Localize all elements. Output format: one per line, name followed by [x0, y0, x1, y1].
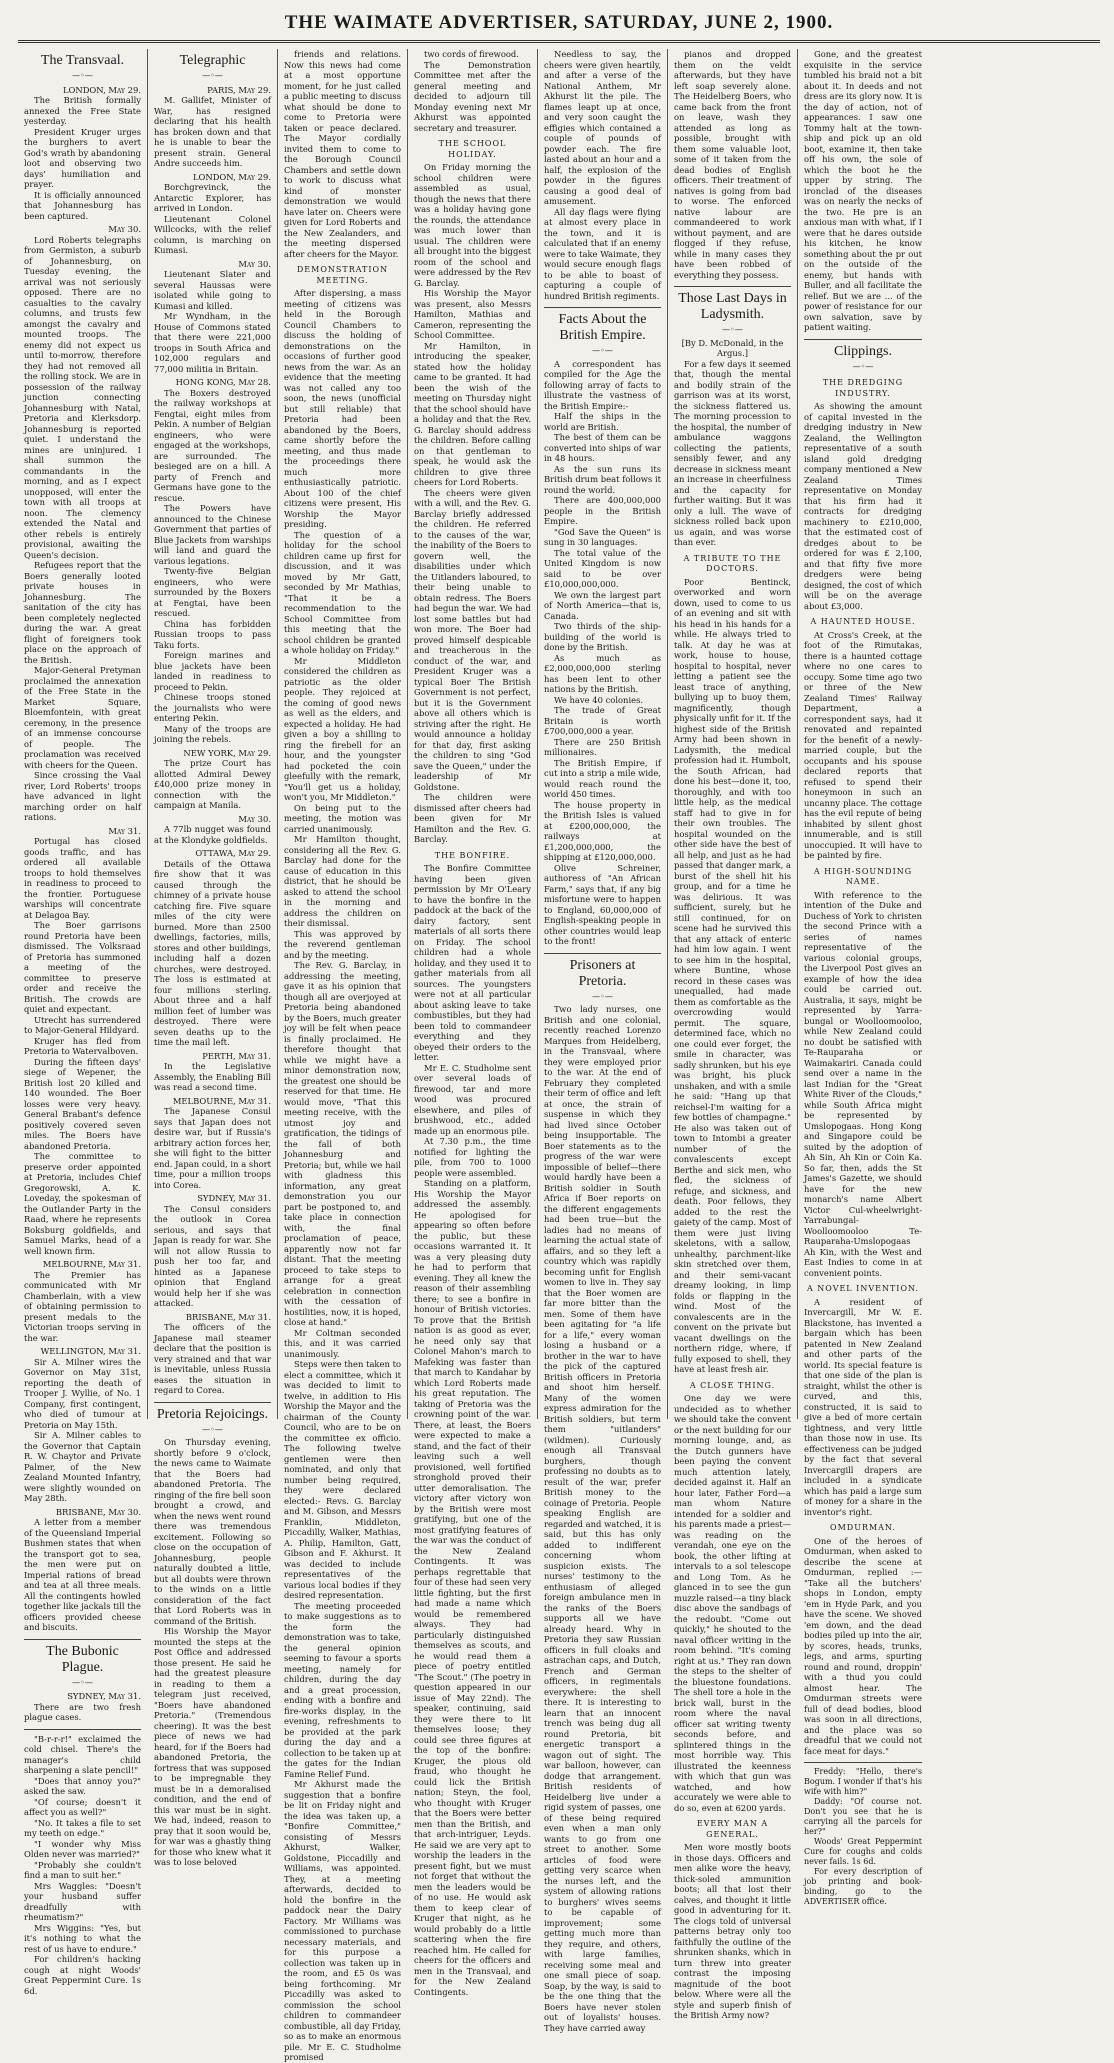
article-bonfire — [414, 863, 531, 1997]
paragraph: Standing on a platform, His Worship the Mayor addressed the assembly. He apologised for appearing so often before the public, but these occasions warranted it. It was a very pleasing duty he had to perform that evening. They all knew the reason of their assembling there; to see a bonfire in honour of British victories. To prove that the British nation is as good as ever, he need only say that Colonel Mahon's march to Mafeking was faster than that march to Kandahar by which Lord Roberts made his great reputation. The taking of Pretoria was the crowning point of the war. There, at least, the Boers were expected to make a stand, and the fact of their leaving such a well provisioned, well fortified stronghold proved their utter demoralisation. The victory after victory won by the British were most gratifying, but one of the most gratifying features of the war was the conduct of the New Zealand Contingents. It was perhaps regrettable that four of these had seen very little fighting, but the first had made a name which would be remembered always. They had particularly distinguished themselves as scouts, and he would read them a piece of poetry entitled "The Scout." (The poetry in question appeared in our issue of May 22nd). The speaker, continuing, said they were there to lit themselves loose; they could see three figures at the top of the bonfire: Kruger, the pious old fraud, who thought he could lick the British nation; Steyn, the fool, who thought with Kruger that the Boers were better men than the British, and that arch-intriguer, Leyds. He said we are very apt to worship the leaders in the present fight, but we must not forget that without the men the leaders would be of no use. He would ask them to keep clear of Kruger that night, as he would probably do a little scattering when the fire reached him. He called for cheers for the officers and men in the Transvaal, and for the New Zealand Contingents. — [414, 1178, 531, 1997]
paragraph: "No. It takes a file to set my teeth on edge." — [24, 1817, 141, 1838]
heading-close-thing: A CLOSE THING. — [689, 1380, 776, 1390]
paragraph: The Bonfire Committee having been given permission by Mr O'Leary to have the bonfire in the paddock at the back of the dairy factory, sent materials of all sorts there on Friday. The school children had a whole holiday, and they used it to gather materials from all sources. The youngsters were not at all particular about asking leave to take combustibles, but they had been told to commandeer everything and they obeyed their orders to the letter. — [414, 863, 531, 1062]
paragraph: One of the heroes of Omdurman, when asked to describe the scene at Omdurman, replied :— "Take all the butchers' shops in London, empty 'em in Hyde Park, and you have the scene. We shoved 'em down, and the dead bodies piled up into the air, by scores, heads, trunks, legs, and arms, spurting round and round, droppin' with a thud you could almost hear. The Omdurman streets were full of dead bodies, blood was soon in all directions, and the place was so dreadful that we could not face meat for days." — [804, 1535, 922, 1756]
paragraph: Men wore mostly boots in those days. Officers and men alike wore the heavy, thick-soled ammunition boots; all that lost their calves, and thought it little good in adventuring for it. The clogs told of universal patterns betray only too faithfully the outline of the shrunken shanks, which in turn threw into greater contrast the imposing magnitude of the boot below. Where were all the style and superb finish of the British Army now? — [674, 1842, 791, 2020]
paragraph: friends and relations. Now this news had come at a most opportune moment, for he just called a public meeting to discuss what should be done to come to Pretoria were taken or peace declared. The Mayor cordially invited them to come to the Borough Council Chambers and settle down to work to discuss what kind of monster demonstration we would have later on. Cheers were given for Lord Roberts and the New Zealanders, and the meeting dispersed after cheers for the Mayor. — [284, 49, 401, 259]
dateline: May 31. — [108, 825, 141, 836]
ornament: —◦— — [72, 71, 93, 80]
article-omdurman — [804, 1536, 922, 1757]
heading-tribute-doctors: A TRIBUTE TO THE DOCTORS. — [683, 553, 782, 573]
paragraph: We have 40 colonies. — [554, 694, 644, 705]
article-novel-invention — [804, 1297, 922, 1518]
masthead: THE WAIMATE ADVERTISER, SATURDAY, JUNE 2, 1900. — [284, 12, 834, 33]
dateline: SYDNEY, May 31. — [197, 1193, 271, 1203]
paragraph: The question of a holiday for the school children came up first for discussion, and it was moved by Mr Gatt, seconded by Mr Mathias, "That it be a recommendation to the School Committee from this meeting that the school children be granted a whole holiday on Friday." — [284, 529, 401, 655]
advertisements — [804, 1767, 922, 1907]
dateline: May 30. — [238, 258, 271, 269]
paragraph: Two lady nurses, one British and one colonial, recently reached Lorenzo Marques from Heidelberg, in the Transvaal, where they were employed prior to the war. At the end of February they completed their term of office and left at once, the strain of suspense in which they had lived since October being insupportable. The Boer statements as to the progress of the war were impossible of belief—there would hardly have been a British soldier in South Africa if Boer reports on the different engagements had been true—but the ladies had no means of learning the actual state of affairs, and so they left a country which was rapidly becoming unfit for English women to live in. They say that the Boer women are far more bitter than the men. Some of them have been agitating for "a life for a life," every woman losing a husband or a brother in the war to have the pick of the captured British officers in Pretoria and shoot him herself. Many of the women express admiration for the British soldiers, but term them "uitlanders" (wildmen). Curiously enough all Transvaal burghers, though professing no doubts as to result of the war, prefer British money to the coinage of Pretoria. People speaking English are regarded and watched, it is said, but this has only added to indifferent concerning whom suspicion exists. The nurses' testimony to the enthusiasm of alleged foreign ambulance men in the ranks of the Boers supports all we have already heard. Why in Pretoria they saw Russian officers in full cloaks and astrachan caps, and Dutch, French and German officers, in regimentals everywhere: the shell there. It is interesting to learn that an innocent trench was being dug all round Pretoria, bit energetic transport a wagon out of sight. The war balloon, however, can dodge that arrangement. British residents of Heidelberg live under a rigid system of passes, one of these being required even when a man only wants to go from one street to another. Some articles of food were getting very scarce when the nurses left, and the system of allowing rations to burghers' wives seems to be capable of improvement; some getting much more than they require, and others, with large families, receiving some meal and one small piece of soap. Soap, by the way, is said to be the one thing that the Boers have never stolen out of loyalists' houses. They have carried away — [544, 1004, 662, 2033]
paragraph: "I wonder why Miss Olden never was married?" — [24, 1838, 141, 1859]
paragraph: A letter from a member of the Queensland Imperial Bushmen states that when the transport got to sea, the men were put on Imperial rations of bread and tea at all three meals. All the contingents howled together like jackals till the officers provided cheese and biscuits. — [24, 1517, 141, 1632]
paragraph: "B-r-r-r!" exclaimed the cold chisel. There's the manager's child sharpening a slate pencil!" — [24, 1733, 141, 1775]
paragraph: The British formally annexed the Free State yesterday. — [24, 95, 141, 126]
paragraph: Portugal has closed goods traffic, and has ordered all available troops to hold themselves in readiness to proceed to the frontier. Portuguese warships will concentrate at Delagoa Bay. — [24, 836, 141, 920]
paragraph: As the sun runs its British drum beat follows it round the world. — [544, 463, 661, 495]
paragraph: On Thursday evening, shortly before 9 o'clock, the news came to Waimate that the Boers had abandoned Pretoria. The ringing of the fire bell soon brought a crowd, and when the news went round there was tremendous excitement. Following so close on the occupation of Johannesburg, people naturally doubted a little, but all doubts were thrown to the winds on a little consideration of the fact that Lord Roberts was in command of the British. — [154, 1437, 271, 1626]
paragraph: The Demonstration Committee met after the general meeting and decided to adjourn till Monday evening next Mr Akhurst was appointed secretary and treasurer. — [414, 59, 531, 133]
paragraph: As much as £2,000,000,000 sterling has been lent to other nations by the British. — [544, 652, 661, 694]
paragraph: During the fifteen days' siege of Wepener, the British lost 20 killed and 140 wounded. The Boer losses were very heavy. General Brabant's defence positively covered seven miles. The Boers have abandoned Pretoria. — [24, 1056, 141, 1151]
article-school-holiday — [414, 162, 531, 845]
paragraph: President Kruger urges the burghers to avert God's wrath by abandoning loot and observing two days' humiliation and prayer. — [24, 126, 141, 189]
paragraph: A correspondent has compiled for the Age the following array of facts to illustrate the vastness of the British Empire:- — [544, 358, 661, 411]
article-last-days-ladysmith — [674, 359, 791, 548]
ornament: —◦— — [592, 991, 613, 1001]
paragraph: Foreign marines and blue jackets have been landed in readiness to proceed to Pekin. — [154, 650, 271, 692]
article-transvaal — [24, 85, 141, 1633]
paragraph: "Does that annoy you?" asked the saw. — [24, 1775, 141, 1796]
paragraph: Lord Roberts telegraphs from Germiston, a suburb of Johannesburg, on Tuesday evening, the arrival was not seriously opposed. There are no casualties to the cavalry columns, and trusts few amongst the cavalry and mounted troops. The enemy did not expect us until to-morrow, therefore they had not removed all the rolling stock. We are in possession of the railway junction connecting Johannesburg with Natal, Pretoria and Klerksdorp. Johannesburg is reported quiet. I understand the mines are uninjured. I shall summon the commandants in the morning, and as I expect unopposed, will enter the town with all troops at noon. The clemency extended the Natal and other rebels is entirely provisional, awaiting the Queen's decision. — [24, 234, 141, 560]
paragraph: As showing the amount of capital invested in the dredging industry in New Zealand, the Wellington representative of a south island gold dredging company mentioned a New Zealand Times representative on Monday that his firm had it contracts for dredging machinery to £210,000, that the estimated cost of dredges about to be ordered for was £ 2,100, and that fifty five more dredgers were being designed, the cost of which will be on the average about £3,000. — [804, 401, 922, 611]
paragraph: Details of the Ottawa fire show that it was caused through the chimney of a private house catching fire. Five square miles of the city were burned. More than 2500 dwellings, factories, mills, stores and other buildings, including half a dozen churches, were destroyed. The loss is estimated at four millions sterling. About three and a half million feet of lumber was destroyed. There were seven deaths up to the time the mail left. — [154, 858, 271, 1047]
paragraph: His Worship the Mayor mounted the steps at the Post Office and addressed those present. He said he had the greatest pleasure in reading to them a telegram just received, "Boers have abandoned Pretoria." (Tremendous cheering). It was the best piece of news we had heard, for if the Boers had abandoned Pretoria, the fortress that was supposed to be impregnable they must be in a demoralised condition, and the end of this war must be in sight. We had, indeed, reason to pray that it soon would be, for war was a ghastly thing for those who knew what it was to lose beloved — [154, 1626, 271, 1867]
paragraph: The officers of the Japanese mail steamer declare that the position is very strained and that war is inevitable, unless Russia eases the situation in regard to Corea. — [154, 1322, 271, 1395]
paragraph: This was approved by the reverend gentleman and by the meeting. — [284, 928, 401, 960]
paragraph: Mr Hamilton thought, considering all the Rev. G. Barclay had done for the cause of education in this district, that he should be asked to attend the school in the morning and address the children on their dismissal. — [284, 834, 401, 928]
paragraph: Mr Wyndham, in the House of Commons stated that there were 221,000 troops in South Africa and 102,000 regulars and 77,000 militia in Britain. — [154, 311, 271, 374]
paragraph: Major-General Pretyman proclaimed the annexation of the Free State in the Market Square, Bloemfontein, with great ceremony, in the presence of an immense concourse of people. The proclamation was received with cheers for the Queen. — [24, 665, 141, 770]
paragraph: The Consul considers the outlook in Corea serious, and says that Japan is ready for war. She will not allow Russia to push her too far, and hinted as a Japanese opinion that England would help her if she was attacked. — [154, 1203, 271, 1308]
dateline: HONG KONG, May 28. — [175, 377, 271, 387]
paragraph: Mr Coltman seconded this, and it was carried unanimously. — [284, 1327, 401, 1359]
paragraph: The best of them can be converted into ships of war in 48 hours. — [544, 432, 661, 463]
paragraph: Lieutenant Colonel Willcocks, with the relief column, is marching on Kumasi. — [154, 213, 271, 255]
divider — [674, 286, 791, 287]
paragraph: The Japanese Consul says that Japan does not desire war, but if Russia's arbitrary action forces her, she will fight to the bitter end. Japan could, in a short time, pour a million troops into Corea. — [154, 1106, 271, 1190]
article-continued — [674, 49, 791, 280]
dateline: LONDON, May 29. — [62, 84, 141, 95]
column-7 — [798, 49, 928, 1906]
paragraph: The Premier has communicated with Mr Chamberlain, with a view of obtaining permission to present medals to the Victorian troops serving in the war. — [24, 1269, 141, 1343]
paragraph: "Of course; doesn't it affect you as well?" — [24, 1796, 141, 1817]
paragraph: Needless to say, the cheers were given heartily, and after a verse of the National Anthem, Mr Akhurst lit the pile. The flames leapt up at once, and very soon caught the effigies which contained a couple of pounds of powder each. The fire lasted about an hour and a half, the explosion of the powder in the figures causing a good deal of amusement. — [544, 49, 661, 206]
paragraph: Kruger has fled from Pretoria to Watervalboven. — [24, 1035, 141, 1056]
heading-bubonic-plague: The Bubonic Plague. — [46, 1643, 119, 1675]
paragraph: Mrs Waggles: "Doesn't your husband suffer dreadfully with rheumatism?" — [24, 1880, 141, 1922]
paragraph: The committee to preserve order appointed at Pretoria, includes Chief Gregorowski, A. K. Loveday, the spokesman of the Outlander Party in the Raad, where he represents Boksburg goldfields, and Samuel Marks, head of a well known firm. — [24, 1151, 141, 1256]
paragraph: Two thirds of the ship-building of the world is done by the British. — [544, 621, 661, 652]
heading-school-holiday: THE SCHOOL HOLIDAY. — [438, 139, 507, 159]
divider — [804, 339, 922, 340]
paragraph: pianos and dropped them on the veldt afterwards, but they have left soap severely alone. The Heidelberg Boers, who came back from the front on leave, wash they attended as long as possible, brought with them some valuable loot, some of it taken from the dead bodies of English officers. Their treatment of natives is going from bad to worse. The enforced native labour are commandeered to work without payment, and are flogged if they refuse, while in many cases they have been robbed of everything they possess. — [674, 49, 791, 280]
dateline: WELLINGTON, May 31. — [40, 1346, 141, 1356]
heading-prisoners-pretoria: Prisoners at Pretoria. — [569, 957, 636, 989]
paragraph: There are two fresh plague cases. — [24, 1701, 141, 1722]
article-tribute-doctors — [674, 577, 791, 1375]
paragraph: The house property in the British Isles is valued at £200,000,000, the railways at £1,200,000,000, the shipping at £120,000,000. — [544, 799, 661, 862]
paragraph: The Boxers destroyed the railway workshops at Fengtai, eight miles from Pekin. A number of Belgian engineers, who were engaged at the workshops, are surrounded. The besieged are on a hill. A party of French and Germans have gone to the rescue. — [154, 387, 271, 503]
column-3 — [278, 49, 408, 2062]
paragraph: The prize Court has allotted Admiral Dewey £40,000 prize money in connection with the campaign at Manila. — [154, 758, 271, 810]
paragraph: The cheers were given with a will, and the Rev. G. Barclay briefly addressed the children. He referred to the causes of the war, the inability of the Boers to govern well, the disabilities under which the Uitlanders laboured, to their being unable to obtain redress. The Boers had begun the war. We had lost some battles but had won more. The Boer had proved himself despicable and treacherous in the conduct of the war, and President Kruger was a typical Boer The British Government is not perfect, but it is the Government above all others which is striving after the right. He would announce a holiday for that day, first asking the children to sing "God save the Queen," under the leadership of Mr Goldstone. — [414, 487, 531, 792]
paragraph: two cords of firewood. — [424, 49, 519, 59]
paragraph: In the Legislative Assembly, the Enabling Bill was read a second time. — [154, 1061, 271, 1092]
article-continued — [284, 49, 401, 259]
ornament: —◦— — [592, 346, 613, 355]
paragraph: Many of the troops are joining the rebels. — [154, 723, 271, 744]
divider — [544, 953, 661, 954]
paragraph: Daddy: "Of course not. Don't you see that he is carrying all the parcels for her?" — [804, 1797, 922, 1836]
paragraph: With reference to the intention of the Duke and Duchess of York to christen the second Prince with a series of names representative of the various colonial groups, the Liverpool Post gives an example of how the idea could be carried out. Australia, it says, might be represented by Yarra-bungal or Woolloomooloo, while New Zealand could no doubt be satisfied with Te-Rauparaha or Waimakariri. Canada could send over a name in the last Indian for the "Great White River of the Clouds," while South Africa might be represented by Umslopogaas. Hong Kong and Singapore could be suited by the adoption of Ah Sin, Ah Kin or Coin Ka. So far, then, adds the St James's Gazette, we should have for the new monarch's name Albert Victor Cul-wheelwright-Yarrabungal-Woolloomooloo Te-Rauparaha-Umslopogaas Ah Kin, with the West and East Indies to come in at convenient points. — [804, 889, 922, 1278]
article-jokes — [24, 1734, 141, 1997]
paragraph: There are 400,000,000 people in the British Empire. — [544, 495, 661, 526]
paragraph: One day we were undecided as to whether we should take the convent or the next building for our morning lounge, and, as the Dutch gunners have been paying the convent much attention lately, decided against it. Half an hour later, Father Ford—a man whom Nature intended for a soldier and his parents made a priest—was reading on the verandah, one eye on the book, the other lifting at intervals to a sol telescope and Long Tom. As he glanced in to see the gun muzzle raised—a tiny black disc above the sandbags of the redoubt. "Come out quickly," he shouted to the naval officer writing in the room behind. "It's coming right at us." They ran down the steps to the shelter of the bluestone foundations. The shell tore a hole in the brick wall, burst in the room where the naval officer sat writing twenty seconds before, and splintered things in the most horrible way. This illustrated the keenness with which that gun was watched, and how accurately we were able to do so, even at 6200 yards. — [674, 1393, 791, 1813]
ornament: —◦— — [852, 361, 874, 371]
paragraph: The British Empire, if cut into a strip a mile wide, would reach round the world 450 times. — [544, 757, 661, 799]
paragraph: For a few days it seemed that, though the mental and bodily strain of the garrison was at its worst, the sickness flattered us. The morning procession to the hospital, the number of ambulance waggons collecting the patients, sensibly fewer, and any decrease in sickness meant an increase in cheerfulness and the capacity for further waiting. But it was only a lull. The wave of sickness rolled back upon us again, and was worse than ever. — [674, 358, 791, 547]
paragraph: Twenty-five Belgian engineers, who were surrounded by the Boxers at Fengtai, have been rescued. — [154, 566, 271, 618]
paragraph: M. Gallifet, Minister of War, has resigned declaring that his health has broken down and that he is unable to bear the present strain. General Andre succeeds him. — [154, 95, 271, 168]
paragraph: Mr Akhurst made the suggestion that a bonfire be lit on Friday night and the idea was taken up, a "Bonfire Committee," consisting of Messrs Akhurst, Walker, Goldstone, Piccadilly and Williams, was appointed. They, at a meeting afterwards, decided to hold the bonfire in the paddock near the Dairy Factory. Mr Williams was commissioned to purchase necessary materials, and for this purpose a collection was taken up in the room, and £5 0s was being forthcoming. Mr Piccadilly was asked to commission the school children to commandeer combustible, all day Friday, so as to make an enormous pile. Mr E. C. Studholme promised — [284, 1779, 401, 2062]
dateline: MELBOURNE, May 31. — [172, 1095, 271, 1106]
paragraph: A resident of Invercargill, Mr W. E. Blackstone, has invented a bargain which has been patented in New Zealand and other parts of the world. Its special feature is that one side of the plan is straight, whilst the other is curved, and this, constructed, it is said to give a bed of more certain tightness, and very little than those now in use. Its effectiveness can be judged by the fact that several Invercargill drapers are included in a syndicate which has paid a large sum of money for a share in the inventor's right. — [804, 1296, 922, 1517]
paragraph: There are 250 British millionaires. — [544, 736, 661, 757]
paragraph: Since crossing the Vaal river, Lord Roberts' troops have advanced in light marching order on half rations. — [24, 770, 141, 822]
columns — [18, 49, 1100, 2062]
dateline: BRISBANE, May 30. — [55, 1506, 141, 1517]
article-continued — [804, 49, 922, 333]
paragraph: Mr Middleton considered the children as patriotic as the older people. They rejoiced at the coming of good news as well as the elders, and expected a holiday. He had given a boy a shilling to ring the firebell for an hour, and the youngster had pocketed the coin gleefully with the remark, "You'll get us a holiday, won't you, Mr Middleton." — [284, 655, 401, 802]
article-demonstration-meeting — [284, 288, 401, 2063]
divider — [154, 1402, 271, 1403]
heading-novel-invention: A NOVEL INVENTION. — [806, 1284, 920, 1293]
dateline: May 30. — [108, 224, 141, 234]
dateline: SYDNEY, May 31. — [67, 1691, 141, 1701]
column-6 — [668, 49, 798, 2020]
paragraph: Half the ships in the world are British. — [544, 411, 661, 432]
paragraph: Mr Hamilton, in introducing the speaker, stated how the holiday came to be granted. It had been the wish of the meeting on Thursday night that the school should have a holiday and that the Rev. G. Barclay should address the children. Before calling on that gentleman to speak, he would ask the children to give three cheers for Lord Roberts. — [414, 340, 531, 487]
paragraph: The Rev. G. Barclay, in addressing the meeting, gave it as his opinion that though all are overjoyed at Pretoria being abandoned by the Boers, much greater joy will be felt when peace is finally proclaimed. He therefore thought that while we might have a minor demonstration now, the greatest one should be reserved for that time. He would move, "That this meeting receive, with the utmost joy and gratification, the tidings of the fall of both Johannesburg and Pretoria; but, while we hail with gladness this information, any great demonstration you our part be postponed to, and take place in connection with, the final proclamation of peace, apparently now not far distant. That the meeting proceed to take steps to arrange for a great celebration in connection with the cessation of hostilities, now, it is hoped, close at hand." — [284, 960, 401, 1327]
paragraph: At Cross's Creek, at the foot of the Rimutakas, there is a haunted cottage where no one cares to occupy. Some time ago two or three of the New Zealand Times' Railway Department, a correspondent says, had it renovated and repainted for the benefit of a newly-married couple, but the occupants and his spouse declared reports that refused to spend their honeymoon in such an uncanny place. The cottage has the evil repute of being inhabited by silent ghost innumerable, and is still unoccupied. It will have to be painted by fire. — [804, 629, 922, 860]
paragraph: For children's hacking cough at night Woods' Great Peppermint Cure. 1s 6d. — [24, 1954, 141, 1996]
heading-telegraphic: Telegraphic — [179, 53, 246, 68]
column-1 — [18, 49, 148, 1996]
paragraph: Utrecht has surrendered to Major-General Hildyard. — [24, 1014, 141, 1035]
article-haunted-house — [804, 630, 922, 861]
article-high-sounding-name — [804, 890, 922, 1279]
heading-last-days-ladysmith: Those Last Days in Ladysmith. — [678, 291, 787, 322]
heading-pretoria-rejoicings: Pretoria Rejoicings. — [156, 1406, 269, 1422]
paragraph: It is officially announced that Johannesburg has been captured. — [24, 189, 141, 221]
paragraph: After dispersing, a mass meeting of citizens was held in the Borough Council Chambers to discuss the holding of demonstrations on the occasions of further good news from the war. As an evidence that the meeting was not called any too soon, the news (unofficial but still reliable) that Pretoria had been abandoned by the Boers, came shortly before the meeting, and thus made the proceedings there much more enthusiastically patriotic. About 100 of the chief citizens were present, His Worship the Mayor presiding. — [284, 288, 401, 529]
heading-transvaal: The Transvaal. — [40, 53, 125, 68]
paragraph: A 77lb nugget was found at the Klondyke goldfields. — [154, 824, 271, 845]
paragraph: We own the largest part of North America—that is, Canada. — [544, 589, 661, 621]
paragraph: Steps were then taken to elect a committee, which it was decided to limit to twelve, in addition to His Worship the Mayor and the chairman of the County Council, who are to be on the committee ex officio. The following twelve gentlemen were then nominated, and only that number being required, they were declared elected:- Revs. G. Barclay and M. Gibson, and Messrs Franklin, Middleton, Piccadilly, Walker, Mathias, A. Philip, Hamilton, Gatt, Gibson and F. Akhurst. It was decided to include representatives of the various local bodies if they desired representation. — [284, 1359, 401, 1600]
paragraph: "God Save the Queen" is sung in 30 languages. — [544, 526, 661, 547]
paragraph: For every description of job printing and book-binding, go to the ADVERTISER office. — [804, 1867, 922, 1906]
heading-bonfire: THE BONFIRE. — [434, 850, 511, 860]
paragraph: Lieutenant Slater and several Haussas were isolated while going to Kumasi and killed. — [154, 269, 271, 311]
dateline: PARIS, May 29. — [207, 84, 271, 95]
paragraph: The Powers have announced to the Chinese Government that parties of Blue Jackets from warships will land and guard the various legations. — [154, 503, 271, 566]
dateline: BRISBANE, May 31. — [185, 1311, 271, 1322]
article-continued — [544, 49, 661, 301]
paragraph: On Friday morning the school children were assembled as usual, though the news that there was a holiday having gone the rounds, the attendance was much lower than usual. The children were all brought into the biggest room of the school and were addressed by the Rev G. Barclay. — [414, 162, 531, 288]
article-every-man-general — [674, 1842, 791, 2021]
divider — [24, 1729, 141, 1730]
paragraph: All day flags were flying at almost every place in the town, and it is calculated that if an enemy were to take Waimate, they would secure enough flags to be able to boast of capturing a couple of hundred British regiments. — [544, 206, 661, 301]
paragraph: Borchgrevinck, the Antarctic Explorer, has arrived in London. — [154, 182, 271, 213]
article-close-thing — [674, 1393, 791, 1813]
heading-high-sounding-name: A HIGH-SOUNDING NAME. — [813, 866, 913, 886]
paragraph: Chinese troops stoned the journalists who were entering Pekin. — [154, 692, 271, 723]
paragraph: The meeting proceeded to make suggestions as to the form the demonstration was to take, the general opinion seeming to favour a sports meeting, namely for children, during the day and a great procession, ending with a bonfire and fire-works display, in the evening, refreshments to be provided at the park during the day and a collection to be taken up at the gates for the Indian Famine Relief Fund. — [284, 1600, 401, 1779]
dateline: LONDON, May 29. — [192, 171, 271, 182]
dateline: PERTH, May 31. — [202, 1050, 271, 1061]
paragraph: Woods' Great Peppermint Cure for coughs and colds never fails. 1s 6d. — [804, 1837, 922, 1866]
paragraph: Gone, and the greatest exquisite in the service tumbled his braid not a bit about it. In deeds and not dress are its glory now. It is the day of action, not of appearances. I saw one Tommy halt at the town-ship and pick up an old boot, examine it, then take off his own, the sole of which the boot he the upper by string. The ironclad of the diseases was on nearly the necks of the two. He pre is an anxious man with what, if I were that he dares outside his kitchen, he know something about the pr out on the outside of the enemy, but hands with Buller, and all facilitate the relief. But we are ... of the power of resistance for our own salvation, save by patient waiting. — [804, 49, 922, 332]
column-2 — [148, 49, 278, 1867]
paragraph: The total value of the United Kingdom is now said to be over £10,000,000,000. — [544, 547, 661, 589]
heading-omdurman: OMDURMAN. — [830, 1523, 896, 1532]
paragraph: His Worship the Mayor was present, also Messrs Hamilton, Mathias and Cameron, representing the School Committee. — [414, 288, 531, 340]
divider — [24, 1639, 141, 1640]
article-prisoners-pretoria — [544, 1004, 661, 2033]
divider — [804, 1762, 922, 1763]
column-5 — [538, 49, 668, 2033]
article-telegraphic — [154, 85, 271, 1396]
ornament: —◦— — [202, 71, 223, 80]
paragraph: Mr E. C. Studholme sent over several loads of firewood, tar and more wood was procured elsewhere, and piles of brushwood, etc., added made up an enormous pile. — [414, 1062, 531, 1136]
article-continued — [414, 49, 531, 133]
heading-clippings: Clippings. — [834, 343, 892, 359]
dateline: NEW YORK, May 29. — [183, 747, 271, 758]
paragraph: The trade of Great Britain is worth £700,000,000 a year. — [544, 705, 661, 736]
heading-facts-british-empire: Facts About the British Empire. — [558, 312, 647, 343]
article-dredging-industry — [804, 401, 922, 611]
dateline: OTTAWA, May 29. — [195, 848, 271, 858]
paragraph: At 7.30 p.m., the time notified for lighting the pile, from 700 to 1000 people were assembled. — [414, 1136, 531, 1178]
article-facts-british-empire — [544, 359, 661, 947]
article-bubonic-plague — [24, 1691, 141, 1723]
heading-haunted-house: A HAUNTED HOUSE. — [810, 617, 916, 626]
dateline: MELBOURNE, May 31. — [42, 1259, 141, 1269]
ornament: —◦— — [72, 1677, 93, 1687]
masthead-rule — [18, 40, 1100, 43]
ornament: —◦— — [202, 1424, 223, 1434]
byline: [By D. McDonald, in the Argus.] — [681, 337, 784, 358]
divider — [544, 307, 661, 308]
paragraph: Freddy: "Hello, there's Bogum. I wonder if that's his wife with him?" — [804, 1767, 922, 1796]
paragraph: "Probably she couldn't find a man to suit her." — [24, 1859, 141, 1880]
heading-demonstration-meeting: DEMONSTRATION MEETING. — [296, 265, 389, 285]
article-pretoria-rejoicings — [154, 1437, 271, 1868]
heading-dredging-industry: THE DREDGING INDUSTRY. — [822, 378, 904, 398]
paragraph: Refugees report that the Boers generally looted private houses in Johannesburg. The sanitation of the city has been completely neglected during the war. A great flight of foreigners took place on the approach of the British. — [24, 560, 141, 665]
dateline: May 30. — [238, 813, 271, 824]
paragraph: Sir A. Milner cables to the Governor that Captain R. W. Chaytor and Private Palmer, of the New Zealand Mounted Infantry, were slightly wounded on May 28th. — [24, 1430, 141, 1503]
paragraph: China has forbidden Russian troops to pass Taku forts. — [154, 618, 271, 650]
paragraph: Mrs Wiggins: "Yes, but it's nothing to what the rest of us have to endure." — [24, 1922, 141, 1954]
column-4 — [408, 49, 538, 1997]
ornament: —◦— — [722, 325, 743, 334]
paragraph: Sir A. Milner wires the Governor on May 31st, reporting the death of Trooper J. Wyllie, of No. 1 Company, first contingent, who died of tumour at Pretoria on May 15th. — [24, 1356, 141, 1430]
heading-every-man-general: EVERY MAN A GENERAL. — [696, 1819, 769, 1839]
paragraph: Olive Schreiner, authoress of "An African Farm," says that, if any big misfortune were to happen to England, 60,000,000 of English-speaking people in other countries would leap to the front! — [544, 862, 661, 946]
paragraph: Poor Bentinck, overworked and worn down, used to come to us of an evening and sit with his head in his hands for a while. He always tried to talk. At day he was at work, house to house, hospital to hospital, never letting a patient see the least trace of anything, bullying up to buoy them, magnificently, though physically unfit for it. If the highest side of the British Army had been shown in Ladysmith, the medical profession had it. Humbolt, the South African, had done his best—done it, too, thoroughly, and with too little help, as the medical staff had to give in for their own troubles. The hospital wounded on the other side have the best of all help, and just as he had passed that danger mark, a burst of the shell hit his group, and for a time he was delirious. It was sufficient, surely, but he still continued, for on scene had he survived this that any attack of enteric had him low again. I went to see him in the hospital, where Buntine, whose record in these cases was unequalled, had made them as comfortable as the overcrowding would permit. The square, determined face, which no one could ever forget, the smile in character, was sadly shrunken, but his eye was bright, his pluck unshaken, and with a smile he said: "Hang up that reichsel-I'm waiting for a few bottles of champagne." He also was taken out of town to Intombi a greater number of the convalescents except Berthe and sick men, who fled, the sickness of refuge, and sickness, and death. Poor fellows, they added to the rest the gaiety of the camp. Most of them were just living skeletons, with a sallow, unhealthy, parchment-like skin stretched over them, and their semi-vacant dreamy looking, in limp folds or flapping in the wind. Most of the convalescents are in the convent on the private but vacant dwellings on the northern ridge, where, if fully exposed to shell, they have at least fresh air. — [674, 576, 791, 1374]
paragraph: On being put to the meeting, the motion was carried unanimously. — [284, 802, 401, 834]
paragraph: The Boer garrisons round Pretoria have been dismissed. The Volksraad of Pretoria has summoned a meeting of the committee to preserve order and receive the British. The crowds are quiet and expectant. — [24, 920, 141, 1014]
paragraph: The children were dismissed after cheers had been given for Mr Hamilton and the Rev. G. Barclay. — [414, 792, 531, 844]
